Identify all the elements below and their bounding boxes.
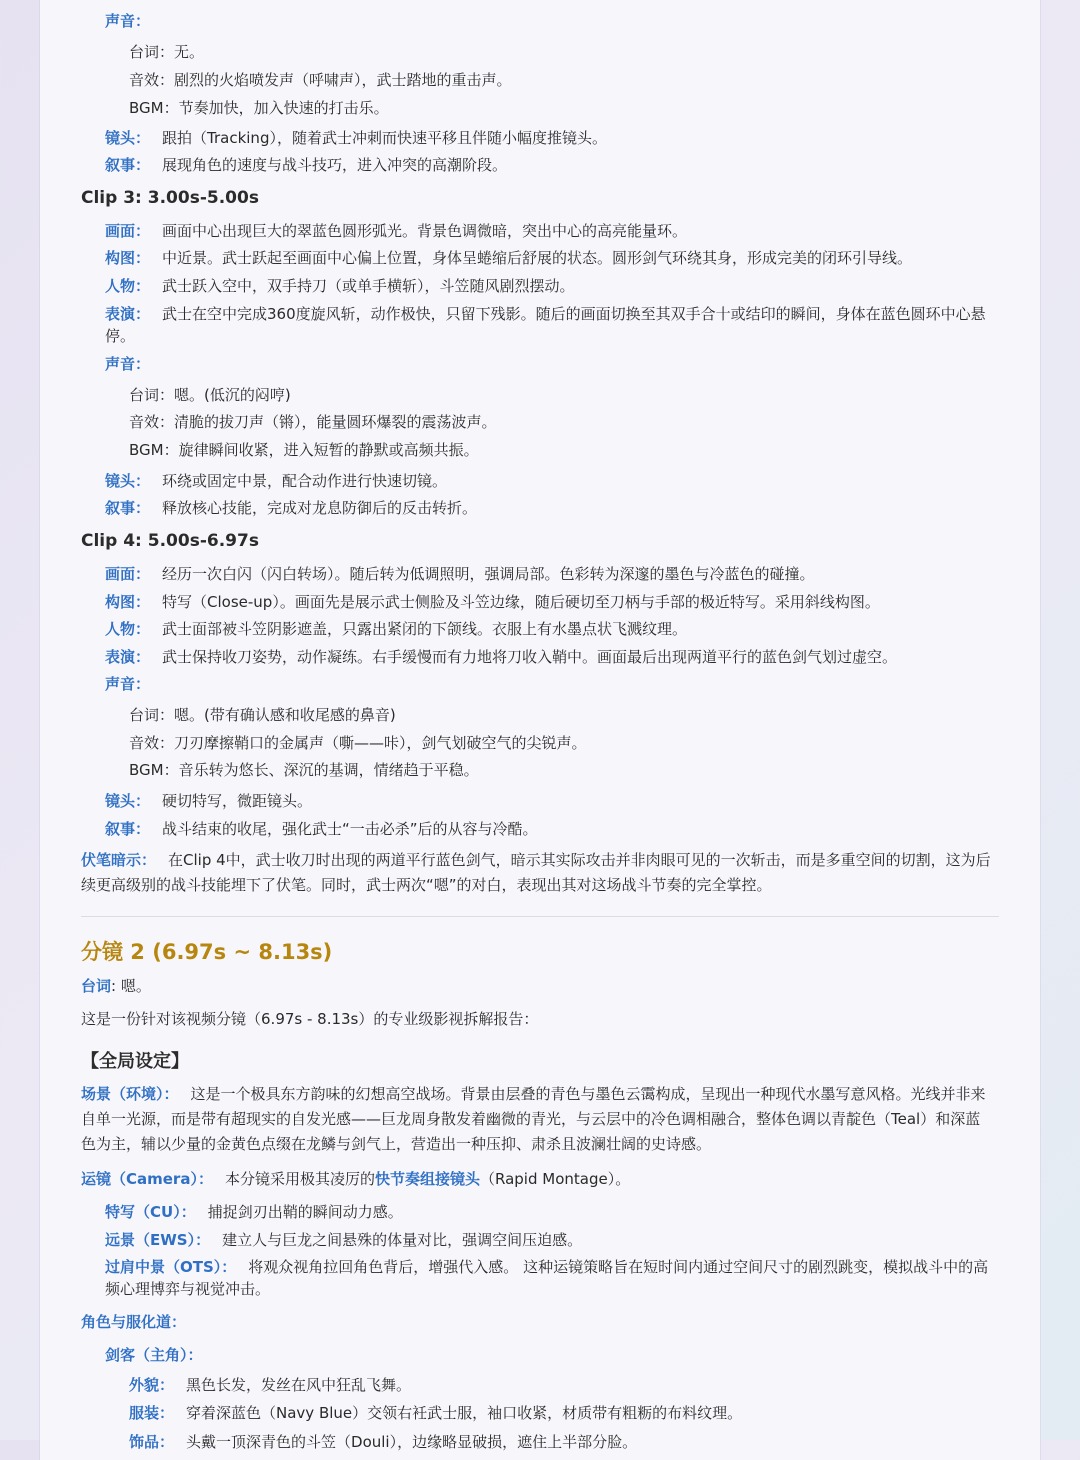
foreshadow-paragraph: 伏笔暗示： 在Clip 4中，武士收刀时出现的两道平行蓝色剑气，暗示其实际攻击并非肉眼可见的一次斩击，而是多重空间的切割，这为后续更高级别的战斗技能埋下了伏笔。同时，武士两次“嗯”的对白，表现出其对这场战斗节奏的完全掌控。 xyxy=(81,851,991,894)
character-line: 人物： 武士跃入空中，双手持刀（或单手横斩），斗笠随风剧烈摆动。 xyxy=(105,277,575,295)
character-line: 人物： 武士面部被斗笠阴影遮盖，只露出紧闭的下颌线。衣服上有水墨点状飞溅纹理。 xyxy=(105,620,688,638)
camera-paragraph: 运镜（Camera）： 本分镜采用极其凌厉的快节奏组接镜头（Rapid Montage）。 xyxy=(81,1170,631,1188)
dialogue-line: 台词：嗯。(低沉的闷哼) xyxy=(129,386,291,404)
clip3-heading: Clip 3: 3.00s-5.00s xyxy=(81,188,259,208)
global-settings-heading: 【全局设定】 xyxy=(81,1051,189,1072)
sound-label: 声音： xyxy=(105,355,151,373)
bgm-line: BGM：旋律瞬间收紧，进入短暂的静默或高频共振。 xyxy=(129,441,479,459)
ots-line: 过肩中景（OTS）： 将观众视角拉回角色背后，增强代入感。 这种运镜策略旨在短时间内通过空间尺寸的剧烈跳变，模拟战斗中的高频心理博弈与视觉冲击。 xyxy=(105,1258,989,1298)
acting-line: 表演： 武士保持收刀姿势，动作凝练。右手缓慢而有力地将刀收入鞘中。画面最后出现两道平行的蓝色剑气划过虚空。 xyxy=(105,648,898,666)
section-divider xyxy=(81,916,999,917)
hero-label: 剑客（主角）： xyxy=(105,1346,203,1364)
visual-line: 画面： 经历一次白闪（闪白转场）。随后转为低调照明，强调局部。色彩转为深邃的墨色与冷蓝色的碰撞。 xyxy=(105,565,815,583)
camera-line: 镜头： 跟拍（Tracking），随着武士冲刺而快速平移且伴随小幅度推镜头。 xyxy=(105,129,607,147)
bgm-line: BGM：节奏加快，加入快速的打击乐。 xyxy=(129,99,389,117)
dialogue-line: 台词：嗯。(带有确认感和收尾感的鼻音) xyxy=(129,706,396,724)
cu-line: 特写（CU）： 捕捉剑刃出鞘的瞬间动力感。 xyxy=(105,1203,403,1221)
narrative-line: 叙事： 战斗结束的收尾，强化武士“一击必杀”后的从容与冷酷。 xyxy=(105,820,538,838)
visual-line: 画面： 画面中心出现巨大的翠蓝色圆形弧光。背景色调微暗，突出中心的高亮能量环。 xyxy=(105,222,688,240)
shot2-heading: 分镜 2 (6.97s ~ 8.13s) xyxy=(81,940,333,964)
bgm-line: BGM：音乐转为悠长、深沉的基调，情绪趋于平稳。 xyxy=(129,761,479,779)
sfx-line: 音效：清脆的拔刀声（锵），能量圆环爆裂的震荡波声。 xyxy=(129,413,497,431)
shot2-intro: 这是一份针对该视频分镜（6.97s - 8.13s）的专业级影视拆解报告： xyxy=(81,1010,539,1028)
look-line: 外貌： 黑色长发，发丝在风中狂乱飞舞。 xyxy=(129,1376,412,1394)
acting-line: 表演： 武士在空中完成360度旋风斩，动作极快，只留下残影。随后的画面切换至其双手合十或结印的瞬间，身体在蓝色圆环中心悬停。 xyxy=(105,305,986,345)
camera-line: 镜头： 环绕或固定中景，配合动作进行快速切镜。 xyxy=(105,472,448,490)
sfx-line: 音效：刀刃摩擦鞘口的金属声（嘶——咔），剑气划破空气的尖锐声。 xyxy=(129,734,587,752)
accessory-line: 饰品： 头戴一顶深青色的斗笠（Douli），边缘略显破损，遮住上半部分脸。 xyxy=(129,1433,638,1451)
sound-label: 声音： xyxy=(105,12,151,30)
ews-line: 远景（EWS）： 建立人与巨龙之间悬殊的体量对比，强调空间压迫感。 xyxy=(105,1231,583,1249)
shot2-dialogue: 台词: 嗯。 xyxy=(81,977,151,995)
dialogue-line: 台词：无。 xyxy=(129,43,205,61)
sfx-line: 音效：剧烈的火焰喷发声（呼啸声），武士踏地的重击声。 xyxy=(129,71,512,89)
clip4-heading: Clip 4: 5.00s-6.97s xyxy=(81,531,259,551)
report-card xyxy=(40,0,1040,1460)
costume-label: 角色与服化道： xyxy=(81,1313,187,1331)
scene-paragraph: 场景（环境）： 这是一个极具东方韵味的幻想高空战场。背景由层叠的青色与墨色云霭构成，呈现出一种现代水墨写意风格。光线并非来自单一光源，而是带有超现实的自发光感——巨龙周身散发着幽微的青光，与云层中的冷色调相融合，整体色调以青靛色（Teal）和深蓝色为主，辅以少量的金黄色点缀在龙鳞与剑气上，营造出一种压抑、肃杀且波澜壮阔的史诗感。 xyxy=(81,1085,986,1153)
camera-line: 镜头： 硬切特写，微距镜头。 xyxy=(105,792,313,810)
composition-line: 构图： 中近景。武士跃起至画面中心偏上位置，身体呈蜷缩后舒展的状态。圆形剑气环绕其身，形成完美的闭环引导线。 xyxy=(105,249,913,267)
composition-line: 构图： 特写（Close-up）。画面先是展示武士侧脸及斗笠边缘，随后硬切至刀柄与手部的极近特写。采用斜线构图。 xyxy=(105,593,880,611)
sound-label: 声音： xyxy=(105,675,151,693)
narrative-line: 叙事： 释放核心技能，完成对龙息防御后的反击转折。 xyxy=(105,499,478,517)
outfit-line: 服装： 穿着深蓝色（Navy Blue）交领右衽武士服，袖口收紧，材质带有粗粝的布料纹理。 xyxy=(129,1404,743,1422)
narrative-line: 叙事： 展现角色的速度与战斗技巧，进入冲突的高潮阶段。 xyxy=(105,156,508,174)
